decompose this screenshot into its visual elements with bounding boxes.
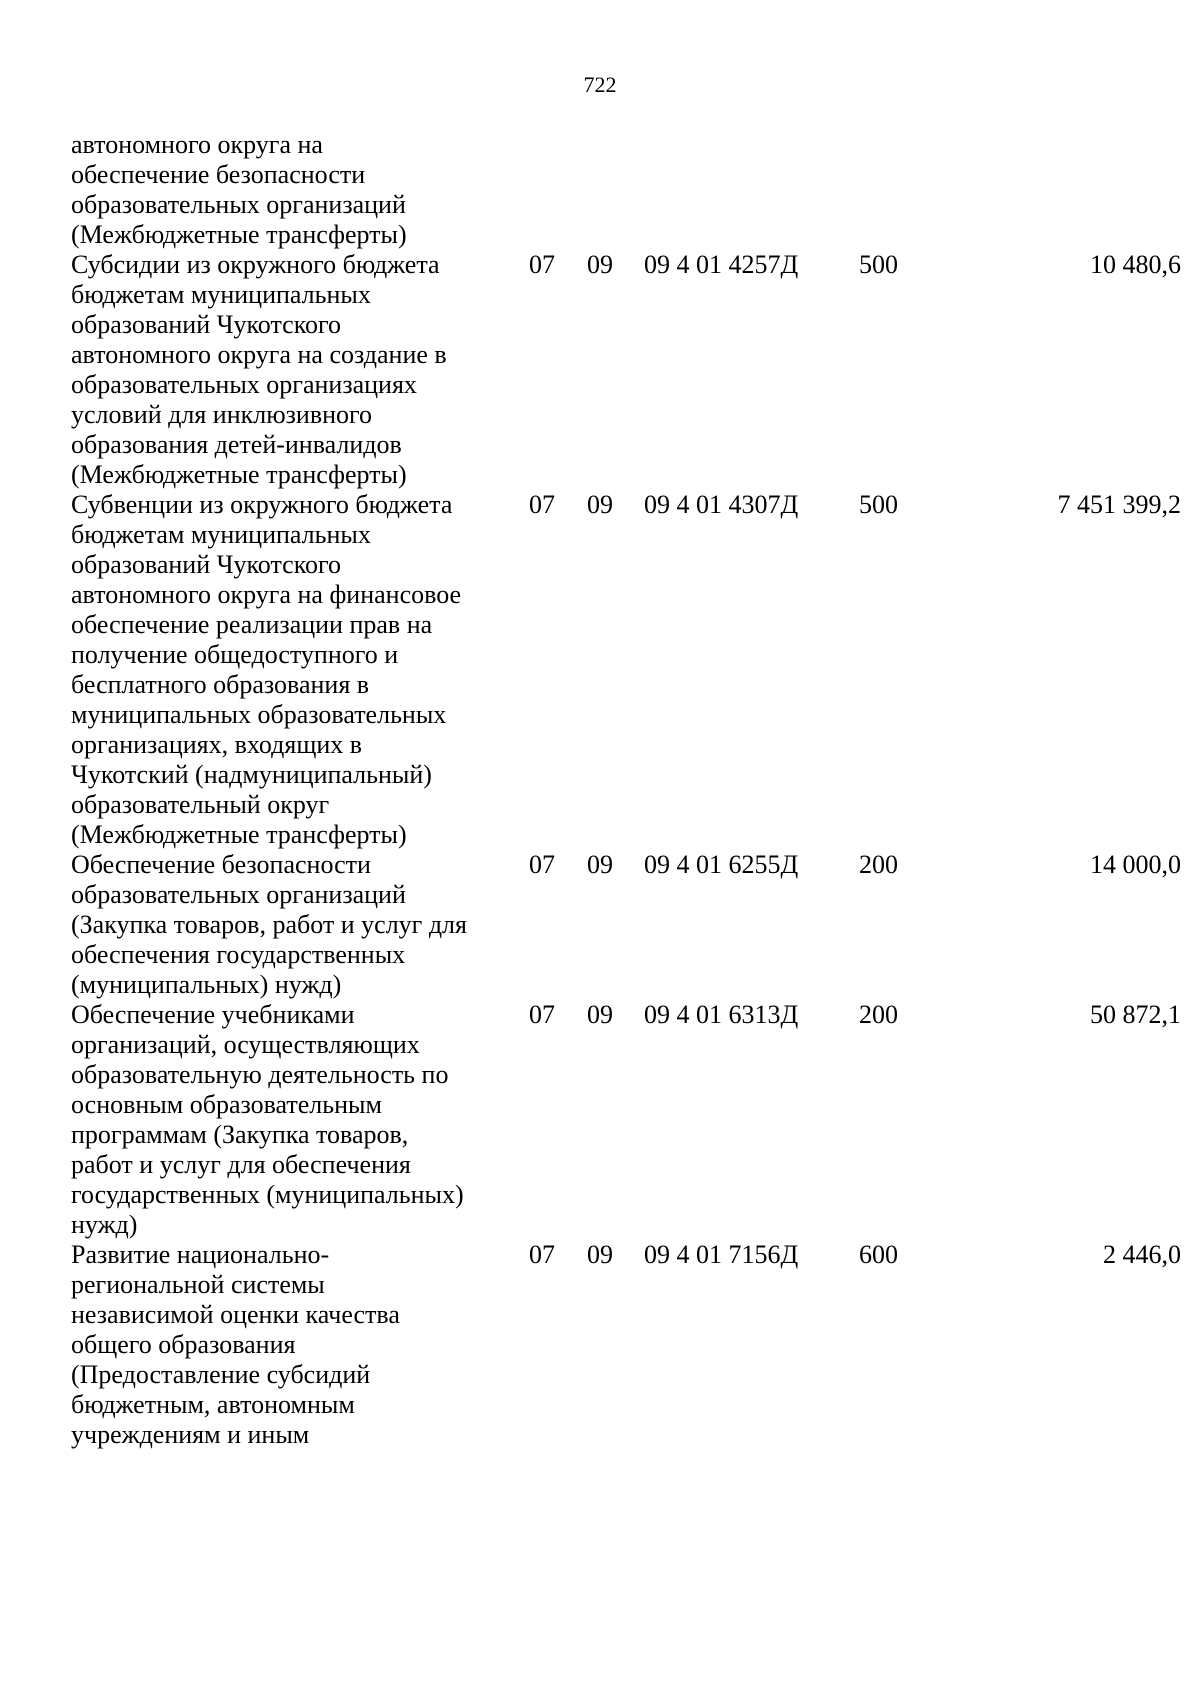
expense-type-code: 500 bbox=[859, 490, 898, 519]
table-row bbox=[71, 1240, 1181, 1450]
description-line: образовательных организаций bbox=[71, 880, 406, 909]
description-line: муниципальных образовательных bbox=[71, 700, 447, 729]
amount-value: 10 480,6 bbox=[1090, 250, 1181, 279]
subsection-code: 09 bbox=[587, 850, 613, 879]
target-article-code: 09 4 01 6313Д bbox=[644, 1000, 799, 1029]
page-number: 722 bbox=[583, 72, 617, 97]
row-description bbox=[71, 1240, 511, 1450]
description-line: организациях, входящих в bbox=[71, 730, 363, 759]
description-line: (муниципальных) нужд) bbox=[71, 970, 342, 999]
row-description bbox=[71, 1000, 511, 1240]
row-description bbox=[71, 250, 511, 490]
description-line: бюджетам муниципальных bbox=[71, 280, 371, 309]
description-line: региональной системы bbox=[71, 1270, 325, 1299]
description-line: автономного округа на bbox=[71, 130, 323, 159]
description-line: автономного округа на финансовое bbox=[71, 580, 462, 609]
description-line: (Предоставление субсидий bbox=[71, 1360, 371, 1389]
subsection-code: 09 bbox=[587, 490, 613, 519]
description-line: организаций, осуществляющих bbox=[71, 1030, 420, 1059]
description-line: (Закупка товаров, работ и услуг для bbox=[71, 910, 467, 939]
description-line: общего образования bbox=[71, 1330, 296, 1359]
description-line: обеспечение реализации прав на bbox=[71, 610, 433, 639]
amount-value: 50 872,1 bbox=[1090, 1000, 1181, 1029]
table-row bbox=[71, 250, 1181, 490]
section-code: 07 bbox=[529, 250, 555, 279]
description-line: автономного округа на создание в bbox=[71, 340, 447, 369]
target-article-code: 09 4 01 7156Д bbox=[644, 1240, 799, 1269]
description-line: учреждениям и иным bbox=[71, 1420, 310, 1449]
row-description bbox=[71, 490, 511, 850]
row-description bbox=[71, 130, 511, 250]
amount-value: 14 000,0 bbox=[1090, 850, 1181, 879]
description-line: (Межбюджетные трансферты) bbox=[71, 220, 407, 249]
description-line: основным образовательным bbox=[71, 1090, 382, 1119]
target-article-code: 09 4 01 6255Д bbox=[644, 850, 799, 879]
expense-type-code: 200 bbox=[859, 850, 898, 879]
amount-value: 2 446,0 bbox=[1103, 1240, 1181, 1269]
subsection-code: 09 bbox=[587, 1000, 613, 1029]
description-line: Обеспечение учебниками bbox=[71, 1000, 355, 1029]
description-line: Развитие национально- bbox=[71, 1240, 330, 1269]
description-line: образований Чукотского bbox=[71, 310, 342, 339]
description-line: образования детей-инвалидов bbox=[71, 430, 402, 459]
description-line: образований Чукотского bbox=[71, 550, 342, 579]
description-line: Чукотский (надмуниципальный) bbox=[71, 760, 432, 789]
description-line: независимой оценки качества bbox=[71, 1300, 400, 1329]
description-line: образовательную деятельность по bbox=[71, 1060, 449, 1089]
description-line: образовательных организациях bbox=[71, 370, 417, 399]
description-line: бесплатного образования в bbox=[71, 670, 370, 699]
description-line: получение общедоступного и bbox=[71, 640, 399, 669]
description-line: программам (Закупка товаров, bbox=[71, 1120, 409, 1149]
description-line: образовательный округ bbox=[71, 790, 330, 819]
budget-table bbox=[71, 130, 1181, 1450]
description-line: обеспечение безопасности bbox=[71, 160, 366, 189]
amount-value: 7 451 399,2 bbox=[1057, 490, 1181, 519]
description-line: условий для инклюзивного bbox=[71, 400, 373, 429]
description-line: государственных (муниципальных) bbox=[71, 1180, 464, 1209]
expense-type-code: 200 bbox=[859, 1000, 898, 1029]
target-article-code: 09 4 01 4257Д bbox=[644, 250, 799, 279]
expense-type-code: 500 bbox=[859, 250, 898, 279]
subsection-code: 09 bbox=[587, 1240, 613, 1269]
section-code: 07 bbox=[529, 1240, 555, 1269]
subsection-code: 09 bbox=[587, 250, 613, 279]
expense-type-code: 600 bbox=[859, 1240, 898, 1269]
target-article-code: 09 4 01 4307Д bbox=[644, 490, 799, 519]
row-description bbox=[71, 850, 511, 1000]
description-line: работ и услуг для обеспечения bbox=[71, 1150, 411, 1179]
description-line: образовательных организаций bbox=[71, 190, 406, 219]
description-line: бюджетам муниципальных bbox=[71, 520, 371, 549]
description-line: бюджетным, автономным bbox=[71, 1390, 355, 1419]
description-line: (Межбюджетные трансферты) bbox=[71, 820, 407, 849]
description-line: Субвенции из окружного бюджета bbox=[71, 490, 453, 519]
table-row bbox=[71, 490, 1181, 850]
table-row bbox=[71, 850, 1181, 1000]
description-line: Обеспечение безопасности bbox=[71, 850, 371, 879]
section-code: 07 bbox=[529, 850, 555, 879]
table-row bbox=[71, 1000, 1181, 1240]
section-code: 07 bbox=[529, 1000, 555, 1029]
description-line: нужд) bbox=[71, 1210, 138, 1239]
description-line: обеспечения государственных bbox=[71, 940, 406, 969]
description-line: Субсидии из окружного бюджета bbox=[71, 250, 440, 279]
table-row bbox=[71, 130, 1121, 250]
description-line: (Межбюджетные трансферты) bbox=[71, 460, 407, 489]
section-code: 07 bbox=[529, 490, 555, 519]
